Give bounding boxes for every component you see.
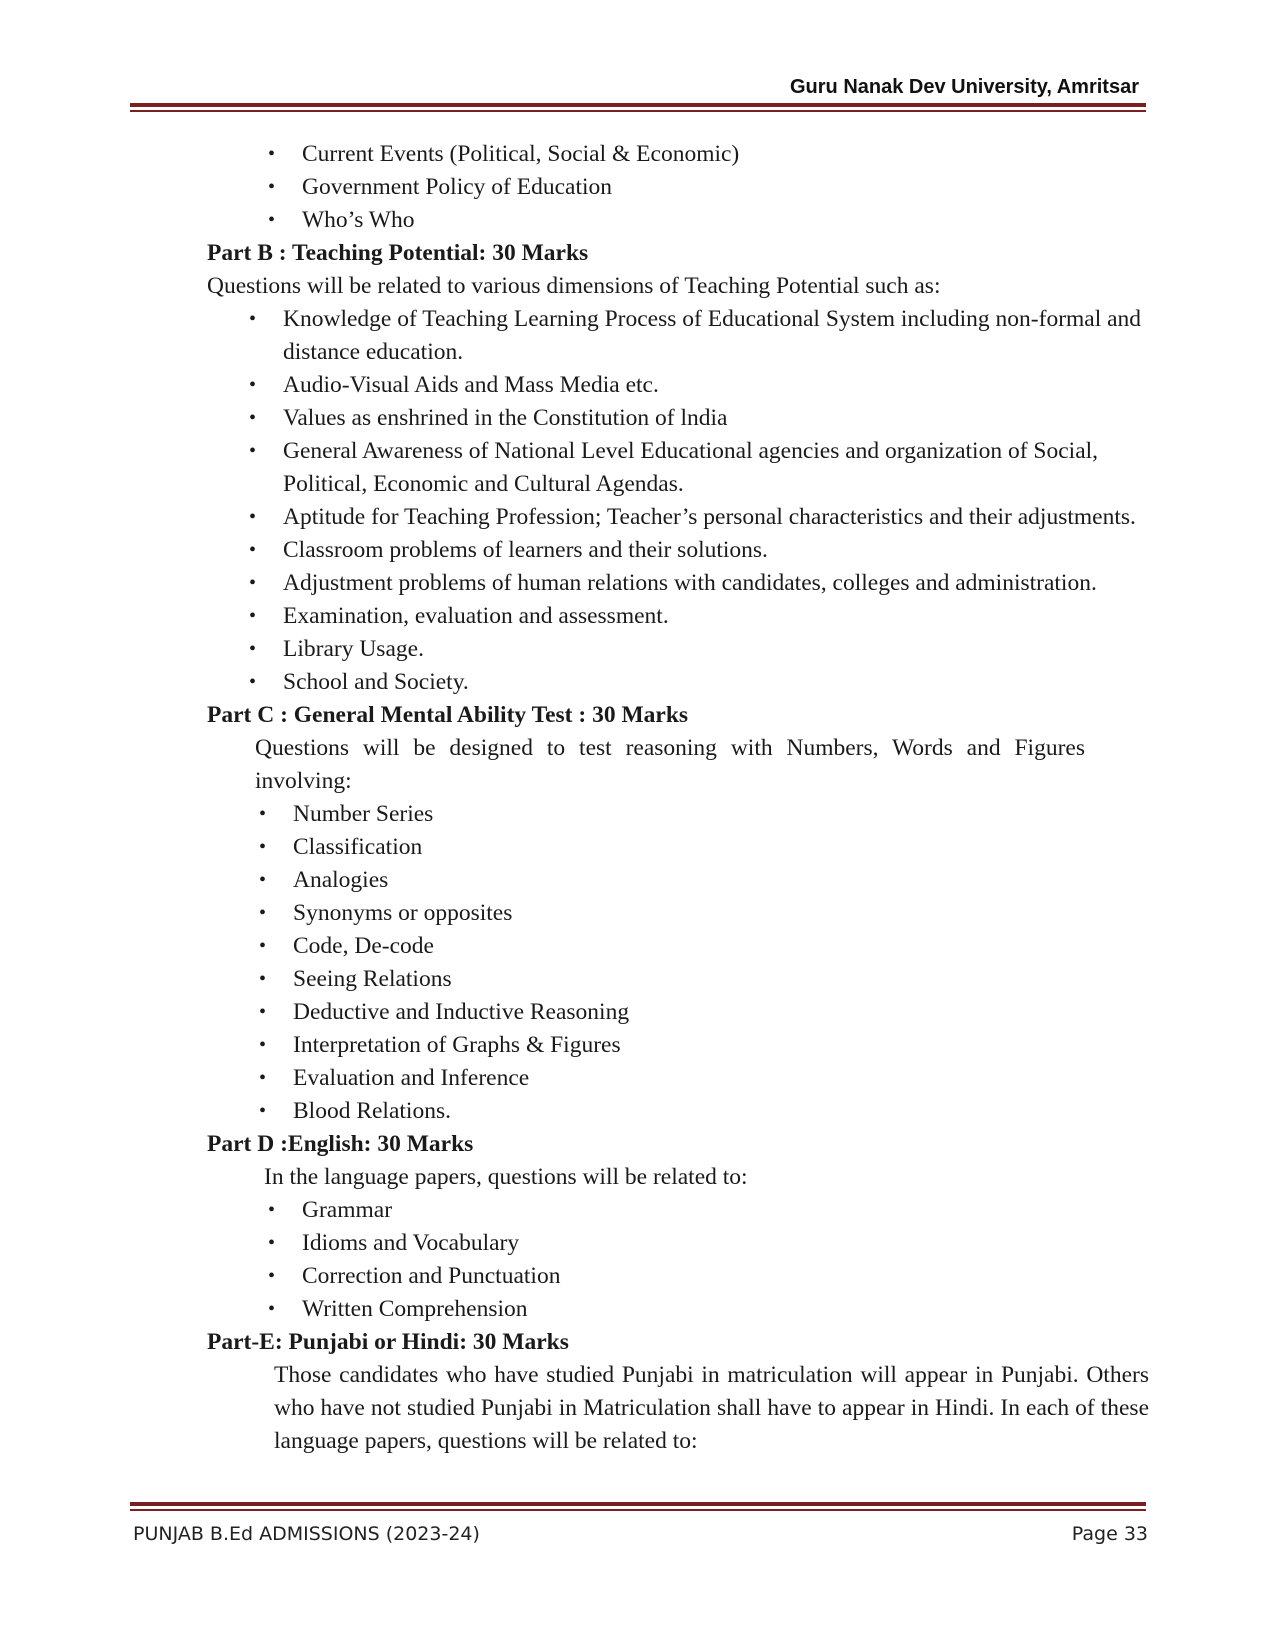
list-item: • Idioms and Vocabulary	[302, 1227, 1122, 1260]
part-b-heading: Part B : Teaching Potential: 30 Marks	[207, 240, 589, 266]
list-item: • Classification	[293, 831, 1113, 864]
list-item: • Code, De-code	[293, 930, 1113, 963]
list-item: • Grammar	[302, 1194, 1122, 1227]
list-item: • Number Series	[293, 798, 1113, 831]
header-rule-thin	[130, 110, 1146, 112]
footer-title: PUNJAB B.Ed ADMISSIONS (2023-24)	[133, 1523, 480, 1545]
part-e-intro: Those candidates who have studied Punjabi in matriculation will appear in Punjabi. Others who have not studied Punjabi in Matriculation shall have to appear in Hindi. In each of these language papers, questions will be related to:	[274, 1362, 1149, 1454]
part-a-list	[302, 138, 1122, 237]
list-item: • Written Comprehension	[302, 1293, 1122, 1326]
part-e-heading: Part-E: Punjabi or Hindi: 30 Marks	[207, 1329, 569, 1355]
part-c-heading: Part C : General Mental Ability Test : 30 Marks	[207, 702, 689, 728]
list-item: • Who’s Who	[302, 204, 1122, 237]
list-item: • Deductive and Inductive Reasoning	[293, 996, 1113, 1029]
list-item: • Values as enshrined in the Constitution of lndia	[283, 402, 1153, 435]
header-title: Guru Nanak Dev University, Amritsar	[789, 76, 1139, 98]
part-c-list	[293, 798, 1113, 1128]
page-number: Page 33	[1071, 1523, 1148, 1545]
list-item: • Audio-Visual Aids and Mass Media etc.	[283, 369, 1153, 402]
list-item: • Examination, evaluation and assessment.	[283, 600, 1153, 633]
list-item: • Blood Relations.	[293, 1095, 1113, 1128]
part-c-intro: Questions will be designed to test reasoning with Numbers, Words and Figures involving:	[255, 735, 1085, 794]
list-item: • Synonyms or opposites	[293, 897, 1113, 930]
page-content	[0, 138, 1275, 1458]
list-item: • Knowledge of Teaching Learning Process of Educational System including non-formal and distance education.	[283, 303, 1153, 369]
list-item: • School and Society.	[283, 666, 1153, 699]
list-item: • General Awareness of National Level Educational agencies and organization of Social, Political, Economic and Cultural Agendas.	[283, 435, 1153, 501]
list-item: • Seeing Relations	[293, 963, 1113, 996]
list-item: • Correction and Punctuation	[302, 1260, 1122, 1293]
list-item: • Interpretation of Graphs & Figures	[293, 1029, 1113, 1062]
list-item: • Evaluation and Inference	[293, 1062, 1113, 1095]
part-d-list	[302, 1194, 1122, 1326]
part-d-heading: Part D :English: 30 Marks	[207, 1131, 474, 1157]
list-item: • Adjustment problems of human relations with candidates, colleges and administration.	[283, 567, 1153, 600]
list-item: • Library Usage.	[283, 633, 1153, 666]
list-item: • Analogies	[293, 864, 1113, 897]
list-item: • Aptitude for Teaching Profession; Teacher’s personal characteristics and their adjustments.	[283, 501, 1153, 534]
header-rule	[130, 103, 1146, 107]
footer-rule	[130, 1502, 1146, 1506]
part-b-list	[283, 303, 1153, 699]
part-d-intro: In the language papers, questions will be related to:	[264, 1164, 748, 1190]
list-item: • Government Policy of Education	[302, 171, 1122, 204]
part-b-intro: Questions will be related to various dimensions of Teaching Potential such as:	[207, 273, 941, 299]
list-item: • Classroom problems of learners and their solutions.	[283, 534, 1153, 567]
footer-rule-thin	[130, 1509, 1146, 1511]
list-item: • Current Events (Political, Social & Economic)	[302, 138, 1122, 171]
